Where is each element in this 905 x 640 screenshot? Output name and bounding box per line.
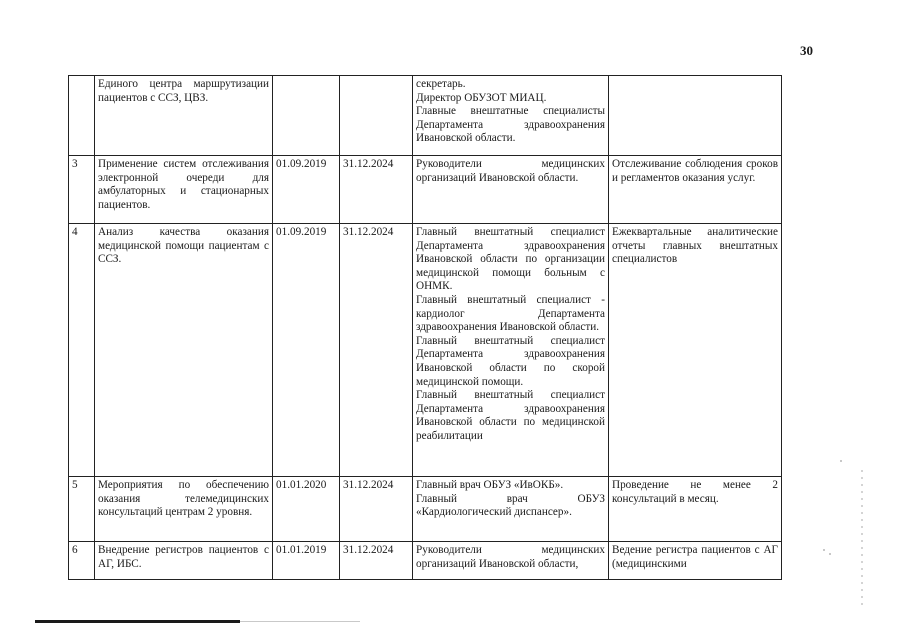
event-text: Единого центра маршрутизации пациентов с ССЗ, ЦВЗ. [98,78,269,104]
row-number: 3 [69,156,95,224]
responsible-text: секретарь. [416,78,466,90]
table-row [69,477,782,542]
scan-speck [829,553,831,555]
scan-speck [840,460,842,462]
responsible-text: Главный внештатный специалист - кардиолог Департамента здравоохранения Ивановской области. [416,293,605,334]
responsible-text: Главный внештатный специалист Департамента здравоохранения Ивановской области по скорой медицинской помощи. [416,334,605,388]
scan-speck [823,549,825,551]
end-date: 31.12.2024 [340,542,413,580]
responsible-text: Главный врач ОБУЗ «Кардиологический диспансер». [416,492,605,519]
event-cell [95,76,273,156]
row-number: 6 [69,542,95,580]
page-number: 30 [800,43,813,58]
end-date: 31.12.2024 [340,156,413,224]
responsible-cell [413,156,609,224]
table-row [69,156,782,224]
row-number: 4 [69,224,95,477]
row-number [69,76,95,156]
table-row [69,542,782,580]
responsible-text: Главный внештатный специалист Департамента здравоохранения Ивановской области по организации медицинской помощи больным с ОНМК. [416,226,605,293]
start-date [273,76,340,156]
responsible-text: Директор ОБУЗОТ МИАЦ. [416,91,547,104]
result-cell: Ведение регистра пациентов с АГ (медицинскими [609,542,782,580]
result-cell [609,76,782,156]
end-date [340,76,413,156]
result-cell: Проведение не менее 2 консультаций в месяц. [609,477,782,542]
result-cell: Отслеживание соблюдения сроков и регламентов оказания услуг. [609,156,782,224]
start-date: 01.09.2019 [273,156,340,224]
bottom-rule-faint [240,621,360,622]
event-text: Мероприятия по обеспечению оказания телемедицинских консультаций центрам 2 уровня. [98,479,269,519]
bottom-rule [35,620,240,623]
end-date: 31.12.2024 [340,224,413,477]
end-date: 31.12.2024 [340,477,413,542]
responsible-text: Главный внештатный специалист Департамента здравоохранения Ивановской области по медицинской реабилитации [416,389,605,442]
event-text: Применение систем отслеживания электронной очереди для амбулаторных и стационарных пациентов. [98,158,269,211]
responsible-text: Главные внештатные специалисты Департамента здравоохранения Ивановской области. [416,105,605,145]
event-cell [95,224,273,477]
responsible-text: Главный врач ОБУЗ «ИвОКБ». [416,479,564,491]
start-date: 01.01.2019 [273,542,340,580]
event-text: Внедрение регистров пациентов с АГ, ИБС. [98,544,269,570]
start-date: 01.09.2019 [273,224,340,477]
responsible-cell [413,542,609,580]
responsible-cell [413,76,609,156]
event-text: Анализ качества оказания медицинской помощи пациентам с ССЗ. [98,226,269,266]
responsible-cell [413,477,609,542]
responsible-cell [413,224,609,477]
row-number: 5 [69,477,95,542]
measures-table [68,75,782,580]
event-cell [95,156,273,224]
responsible-text: Руководители медицинских организаций Ивановской области, [416,544,605,570]
table-row [69,76,782,156]
result-cell: Ежеквартальные аналитические отчеты главных внештатных специалистов [609,224,782,477]
table-row [69,224,782,477]
event-cell [95,542,273,580]
scan-edge-marks [861,470,863,610]
start-date: 01.01.2020 [273,477,340,542]
event-cell [95,477,273,542]
responsible-text: Руководители медицинских организаций Ивановской области. [416,158,605,184]
